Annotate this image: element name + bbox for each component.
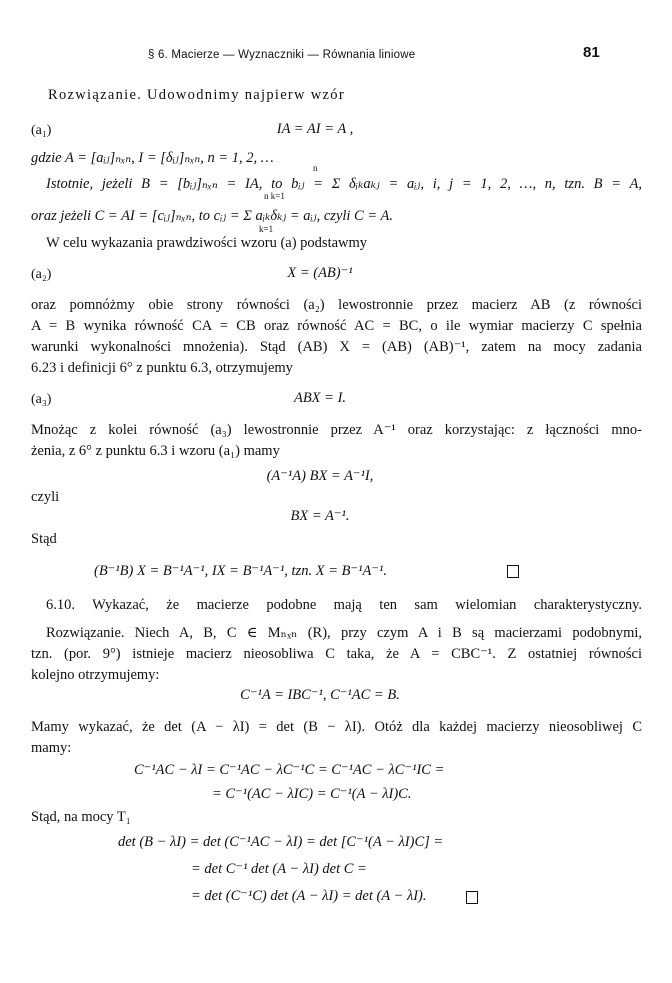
text-line: Istotnie, jeżeli B = [bᵢⱼ]ₙₓₙ = IA, to bᵢⱼ = Σ δᵢₖaₖⱼ = aᵢⱼ, i, j = 1, 2, …, n, tzn. B = A,	[46, 176, 642, 192]
text-line: Mamy wykazać, że det (A − λI) = det (B − λI). Otóż dla każdej macierzy nieosobliwej C	[31, 719, 642, 735]
formula-a1: IA = AI = A ,	[276, 121, 354, 137]
formula: BX = A⁻¹.	[290, 508, 350, 524]
formula-a3: ABX = I.	[293, 390, 347, 406]
formula-a2: X = (AB)⁻¹	[287, 265, 353, 281]
formula-label-a2: (a₂)	[31, 267, 52, 282]
solution-intro: Rozwiązanie. Udowodnimy najpierw wzór	[48, 87, 345, 103]
formula: C⁻¹AC − λI = C⁻¹AC − λC⁻¹C = C⁻¹AC − λC⁻¹IC =	[134, 762, 445, 778]
end-of-proof-icon	[507, 565, 519, 578]
text-line: warunki wykonalności mnożenia). Stąd (AB) X = (AB) (AB)⁻¹, zatem na mocy zadania	[31, 339, 642, 355]
sum-upper-limit: n	[313, 163, 318, 173]
formula: = det (C⁻¹C) det (A − λI) = det (A − λI).	[191, 888, 427, 904]
formula: det (B − λI) = det (C⁻¹AC − λI) = det [C⁻¹(A − λI)C] =	[118, 834, 444, 850]
text-line: tzn. (por. 9°) istnieje macierz nieosobliwa C taka, że A = CBC⁻¹. Z ostatniej równości	[31, 646, 642, 662]
text-line: Stąd, na mocy T₁	[31, 809, 131, 825]
text-line: A = B wynika równość CA = CB oraz równość AC = BC, o ile wymiar macierzy C spełnia	[31, 318, 642, 334]
text-line: Stąd	[31, 531, 57, 547]
formula: (A⁻¹A) BX = A⁻¹I,	[266, 468, 374, 484]
text-line: Rozwiązanie. Niech A, B, C ∈ Mₙₓₙ (R), przy czym A i B są macierzami podobnymi,	[46, 625, 642, 641]
running-header: § 6. Macierze — Wyznaczniki — Równania liniowe	[148, 49, 416, 61]
exercise-6-10: 6.10. Wykazać, że macierze podobne mają ten sam wielomian charakterystyczny.	[46, 597, 642, 613]
page-number: 81	[583, 44, 600, 61]
formula: = C⁻¹(AC − λIC) = C⁻¹(A − λI)C.	[212, 786, 412, 802]
formula: (B⁻¹B) X = B⁻¹A⁻¹, IX = B⁻¹A⁻¹, tzn. X = B⁻¹A⁻¹.	[94, 563, 387, 579]
text-line: gdzie A = [aᵢⱼ]ₙₓₙ, I = [δᵢⱼ]ₙₓₙ, n = 1, 2, …	[31, 150, 274, 166]
formula: = det C⁻¹ det (A − λI) det C =	[191, 861, 367, 877]
text-line: oraz jeżeli C = AI = [cᵢⱼ]ₙₓₙ, to cᵢⱼ = Σ aᵢₖδₖⱼ = aᵢⱼ, czyli C = A.	[31, 208, 393, 224]
end-of-proof-icon	[466, 891, 478, 904]
formula: C⁻¹A = IBC⁻¹, C⁻¹AC = B.	[240, 687, 400, 703]
sum-limits: n k=1	[264, 191, 285, 201]
formula-label-a1: (a₁)	[31, 123, 52, 138]
text-line: czyli	[31, 489, 60, 505]
sum-lower-limit: k=1	[259, 224, 274, 234]
formula-label-a3: (a₃)	[31, 392, 52, 407]
text-line: kolejno otrzymujemy:	[31, 667, 160, 683]
text-line: 6.23 i definicji 6° z punktu 6.3, otrzymujemy	[31, 360, 293, 376]
text-line: Mnożąc z kolei równość (a₃) lewostronnie przez A⁻¹ oraz korzystając: z łączności mno-	[31, 422, 642, 438]
text-line: oraz pomnóżmy obie strony równości (a₂) lewostronnie przez macierz AB (z równości	[31, 297, 642, 313]
text-line: W celu wykazania prawdziwości wzoru (a) podstawmy	[46, 235, 368, 251]
text-line: żenia, z 6° z punktu 6.3 i wzoru (a₁) mamy	[31, 443, 280, 459]
text-line: mamy:	[31, 740, 72, 756]
